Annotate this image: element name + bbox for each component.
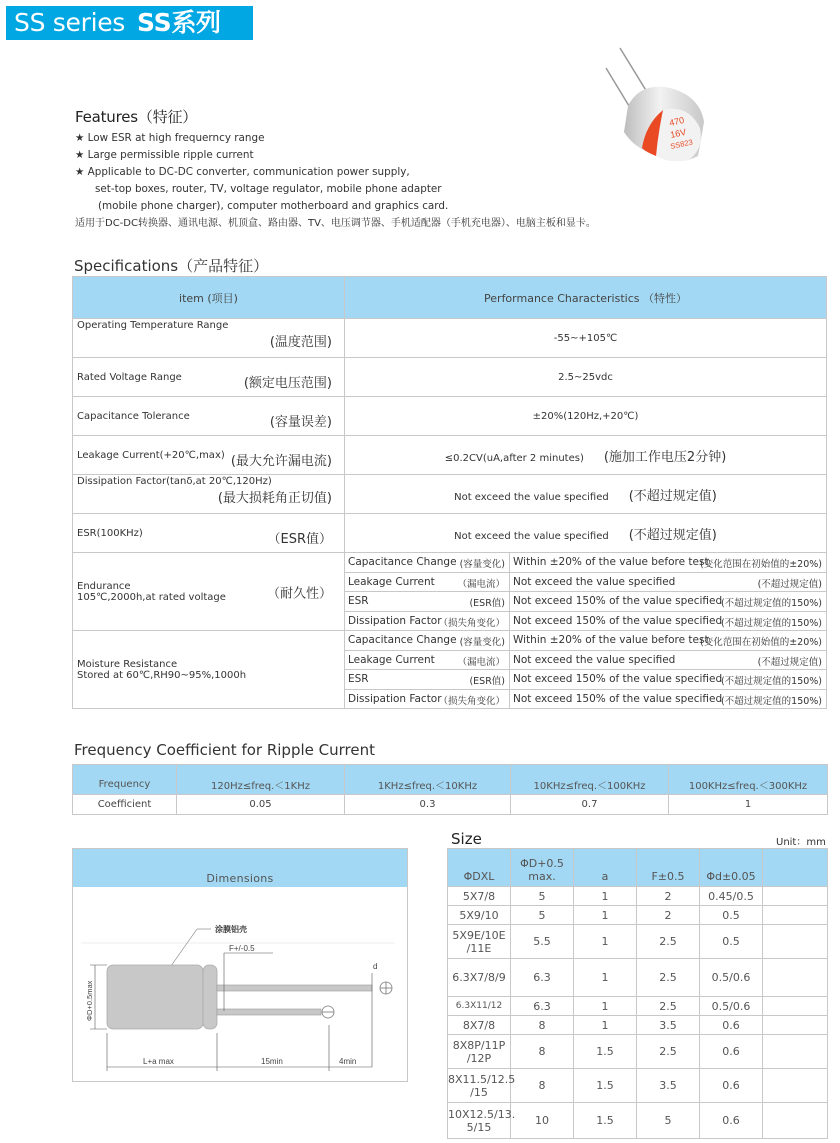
frequency-table (72, 764, 828, 815)
features-section (75, 106, 695, 232)
spec-item-en: Leakage Current(+20℃,max) (77, 449, 225, 461)
sub-value (510, 631, 827, 651)
size-value (763, 1103, 828, 1139)
table-row (448, 906, 828, 925)
table-row (73, 475, 827, 514)
size-value: 8 (511, 1016, 574, 1035)
size-code: 8X7/8 (448, 1016, 511, 1035)
sub-item (345, 650, 510, 670)
sub-item-en: Dissipation Factor (348, 692, 442, 705)
spec-item (73, 514, 345, 553)
spec-group-line2: 105℃,2000h,at rated voltage (77, 591, 226, 603)
size-value (763, 997, 828, 1016)
spec-group-cn: （耐久性） (266, 586, 332, 601)
spec-item-en: Operating Temperature Range (77, 320, 229, 331)
spec-value (345, 475, 827, 514)
size-value: 2.5 (637, 959, 700, 997)
size-header: F±0.5 (637, 849, 700, 887)
size-code: 8X8P/11P /12P (448, 1035, 511, 1069)
size-value: 6.3 (511, 997, 574, 1016)
image-label: SS823 (669, 137, 694, 151)
coef-row-label: Coefficient (73, 795, 177, 815)
sub-item-en: ESR (348, 673, 369, 686)
size-code: 5X9/10 (448, 906, 511, 925)
size-value (763, 887, 828, 906)
sub-item-cn: （损失角变化） (438, 695, 505, 707)
spec-item-en: Dissipation Factor(tanδ,at 20℃,120Hz) (77, 476, 272, 487)
size-value: 0.6 (700, 1069, 763, 1103)
spec-item-en: ESR(100KHz) (77, 527, 143, 539)
spec-item (73, 397, 345, 436)
image-label: 16V (669, 126, 688, 140)
frequency-title: Frequency Coefficient for Ripple Current (74, 741, 375, 759)
table-row (73, 514, 827, 553)
size-value: 2 (637, 887, 700, 906)
sub-item-cn: (ESR值) (469, 676, 505, 688)
specifications-title: Specifications（产品特征） (74, 257, 269, 275)
spec-group-line1: Moisture Resistance (77, 658, 178, 670)
size-value: 1 (574, 959, 637, 997)
spec-item-cn: (容量误差) (269, 414, 332, 430)
sub-value (510, 650, 827, 670)
size-header: ΦD+0.5 max. (511, 849, 574, 887)
spec-value (345, 514, 827, 553)
size-value: 3.5 (637, 1016, 700, 1035)
size-code: 5X9E/10E /11E (448, 925, 511, 959)
sub-item-cn: （漏电流） (457, 656, 505, 668)
sub-value-en: Not exceed the value specified (513, 575, 676, 588)
size-header: a (574, 849, 637, 887)
size-value (763, 925, 828, 959)
size-code: 10X12.5/13. 5/15 (448, 1103, 511, 1139)
size-value: 5 (511, 887, 574, 906)
title-cn: SS系列 (137, 8, 221, 37)
sub-item-en: Capacitance Change (348, 634, 457, 647)
spec-item-cn: （ESR值） (267, 531, 332, 547)
size-value: 1 (574, 906, 637, 925)
size-value: 1 (574, 887, 637, 906)
size-table (447, 848, 828, 1139)
sub-value (510, 592, 827, 612)
page-title (6, 6, 253, 40)
size-value: 1 (574, 925, 637, 959)
spec-item-cn: (温度范围) (269, 335, 332, 350)
spec-item-en: Capacitance Tolerance (77, 410, 190, 422)
sub-item (345, 611, 510, 631)
sub-item-cn: （损失角变化） (438, 617, 505, 629)
spec-value-en: Not exceed the value specified (454, 530, 609, 542)
sub-value-cn: (变化范围在初始值的±20%) (700, 637, 823, 649)
sub-value-cn: (不超过规定值的150%) (720, 695, 823, 707)
size-value: 2 (637, 906, 700, 925)
spec-item (73, 475, 345, 514)
sub-item (345, 670, 510, 690)
size-value (763, 1016, 828, 1035)
spec-value-cn: (不超过规定值) (628, 488, 717, 504)
size-header: ΦDXL (448, 849, 511, 887)
spec-value-en: ≤0.2CV(uA,after 2 minutes) (444, 452, 584, 464)
spec-item (73, 358, 345, 397)
sub-item (345, 572, 510, 592)
sub-value-cn: (不超过规定值的150%) (720, 676, 823, 688)
table-row (448, 925, 828, 959)
spec-item-en: Rated Voltage Range (77, 371, 182, 383)
title-en: SS series (14, 8, 126, 37)
coating-label: 涂膜铝壳 (215, 925, 247, 934)
sub-item (345, 592, 510, 612)
size-value: 2.5 (637, 925, 700, 959)
size-value: 8 (511, 1069, 574, 1103)
size-value: 2.5 (637, 997, 700, 1016)
size-value (763, 959, 828, 997)
table-row (448, 1035, 828, 1069)
size-code: 5X7/8 (448, 887, 511, 906)
feature-item-continued: (mobile phone charger), computer motherboard and graphics card. (98, 200, 449, 212)
sub-item-cn: （漏电流） (457, 578, 505, 590)
size-header (763, 849, 828, 887)
sub-value-en: Within ±20% of the value before test (513, 634, 709, 647)
length-label: L+a max (143, 1057, 174, 1066)
sub-item-cn: (ESR值) (469, 598, 505, 610)
size-value: 0.45/0.5 (700, 887, 763, 906)
spec-value (345, 358, 827, 397)
size-value: 0.5 (700, 925, 763, 959)
sub-item-cn: (容量变化) (459, 637, 505, 649)
sub-value-en: Not exceed 150% of the value specified (513, 692, 723, 705)
dimension-drawing (73, 887, 407, 1081)
size-value: 6.3 (511, 959, 574, 997)
freq-range: 1KHz≤freq.＜10KHz (345, 765, 511, 795)
sub-value-en: Not exceed the value specified (513, 653, 676, 666)
sub-value (510, 611, 827, 631)
spec-value (345, 319, 827, 358)
sub-item (345, 689, 510, 709)
specifications-table (72, 276, 827, 709)
sub-item-en: Leakage Current (348, 653, 435, 666)
table-row (73, 631, 827, 651)
sub-value-cn: (变化范围在初始值的±20%) (700, 559, 823, 571)
sub-value (510, 689, 827, 709)
size-value: 5 (511, 906, 574, 925)
spec-item (73, 436, 345, 475)
lead2-label: 4min (339, 1057, 357, 1066)
size-header: Φd±0.05 (700, 849, 763, 887)
feature-item: ★ Large permissible ripple current (75, 149, 254, 161)
spec-item-cn: (最大损耗角正切值) (217, 491, 332, 506)
dimensions-panel (72, 848, 408, 1082)
sub-item (345, 553, 510, 573)
size-value: 0.5/0.6 (700, 959, 763, 997)
spec-value-en: 2.5~25vdc (558, 371, 613, 383)
sub-value-en: Not exceed 150% of the value specified (513, 614, 723, 627)
spec-group-line1: Endurance (77, 580, 131, 592)
header-item: item (项目) (73, 277, 345, 319)
sub-item-en: Capacitance Change (348, 556, 457, 569)
table-row (73, 795, 828, 815)
table-row (448, 1016, 828, 1035)
negative-lead (217, 1009, 321, 1015)
spec-item-cn: (额定电压范围) (243, 375, 332, 391)
table-row (73, 436, 827, 475)
freq-row-label: Frequency (73, 765, 177, 795)
size-value (763, 906, 828, 925)
table-row (448, 997, 828, 1016)
spec-group-line2: Stored at 60℃,RH90~95%,1000h (77, 669, 247, 681)
sub-value (510, 670, 827, 690)
size-value (763, 1035, 828, 1069)
capacitor-rim-drawing (203, 965, 217, 1029)
freq-range: 10KHz≤freq.＜100KHz (511, 765, 669, 795)
table-row (73, 358, 827, 397)
spec-value (345, 436, 827, 475)
spec-group-endurance (73, 553, 345, 631)
coef-value: 0.05 (177, 795, 345, 815)
sub-item-en: Leakage Current (348, 575, 435, 588)
size-code: 8X11.5/12.5 /15 (448, 1069, 511, 1103)
feature-item-continued: set-top boxes, router, TV, voltage regulator, mobile phone adapter (95, 183, 442, 195)
table-row (73, 397, 827, 436)
freq-range: 100KHz≤freq.＜300KHz (669, 765, 828, 795)
spec-value-en: Not exceed the value specified (454, 491, 609, 503)
size-value: 3.5 (637, 1069, 700, 1103)
table-row (448, 887, 828, 906)
feature-chinese: 适用于DC-DC转换器、通讯电源、机顶盒、路由器、TV、电压调节器、手机适配器（手机充电器）、电脑主板和显卡。 (75, 218, 596, 229)
size-value: 5.5 (511, 925, 574, 959)
size-value: 1.5 (574, 1069, 637, 1103)
image-label: 470 (668, 115, 686, 128)
spec-value-cn: (施加工作电压2分钟) (603, 449, 727, 465)
unit-label: Unit：mm (776, 837, 826, 848)
spec-value-en: ±20%(120Hz,+20℃) (532, 410, 639, 422)
sub-value-cn: (不超过规定值) (757, 578, 823, 590)
sub-item-en: ESR (348, 595, 369, 608)
diameter-label: ΦD+0.5max (85, 980, 94, 1021)
sub-value-en: Not exceed 150% of the value specified (513, 673, 723, 686)
sub-item-en: Dissipation Factor (348, 614, 442, 627)
size-value: 1.5 (574, 1035, 637, 1069)
lead1-label: 15min (261, 1057, 283, 1066)
sub-value (510, 553, 827, 573)
features-title: Features（特征） (75, 108, 198, 126)
size-value: 1 (574, 997, 637, 1016)
freq-range: 120Hz≤freq.＜1KHz (177, 765, 345, 795)
pitch-label: F+/-0.5 (229, 944, 255, 953)
sub-value-cn: (不超过规定值的150%) (720, 598, 823, 610)
sub-value-cn: (不超过规定值) (757, 656, 823, 668)
table-row (448, 1069, 828, 1103)
size-value: 0.5/0.6 (700, 997, 763, 1016)
size-code: 6.3X7/8/9 (448, 959, 511, 997)
header-performance: Performance Characteristics （特性） (345, 277, 827, 319)
sub-item (345, 631, 510, 651)
feature-item: ★ Low ESR at high frequerncy range (75, 132, 265, 144)
size-value: 2.5 (637, 1035, 700, 1069)
table-row (448, 1103, 828, 1139)
spec-value (345, 397, 827, 436)
sub-value-en: Not exceed 150% of the value specified (513, 595, 723, 608)
table-row (448, 959, 828, 997)
size-value: 0.6 (700, 1035, 763, 1069)
sub-value-cn: (不超过规定值的150%) (720, 617, 823, 629)
size-value: 5 (637, 1103, 700, 1139)
size-value: 8 (511, 1035, 574, 1069)
size-value: 0.5 (700, 906, 763, 925)
size-value: 0.6 (700, 1103, 763, 1139)
size-value: 10 (511, 1103, 574, 1139)
size-value (763, 1069, 828, 1103)
spec-value-en: -55~+105℃ (553, 332, 618, 344)
spec-item (73, 319, 345, 358)
sub-item-cn: (容量变化) (459, 559, 505, 571)
table-row (73, 553, 827, 573)
positive-lead (217, 985, 372, 991)
coef-value: 1 (669, 795, 828, 815)
size-value: 0.6 (700, 1016, 763, 1035)
sub-value-en: Within ±20% of the value before test (513, 556, 709, 569)
size-title: Size (451, 830, 482, 848)
capacitor-body-drawing (107, 965, 203, 1029)
lead-diameter-label: d (373, 962, 378, 971)
size-code: 6.3X11/12 (448, 997, 511, 1016)
sub-value (510, 572, 827, 592)
table-row (73, 319, 827, 358)
dimensions-title: Dimensions (73, 849, 407, 887)
coef-value: 0.3 (345, 795, 511, 815)
spec-item-cn: (最大允许漏电流) (230, 453, 332, 469)
spec-group-moisture (73, 631, 345, 709)
size-value: 1.5 (574, 1103, 637, 1139)
size-value: 1 (574, 1016, 637, 1035)
spec-value-cn: (不超过规定值) (628, 527, 717, 543)
coef-value: 0.7 (511, 795, 669, 815)
feature-item: ★ Applicable to DC-DC converter, communication power supply, (75, 166, 410, 178)
